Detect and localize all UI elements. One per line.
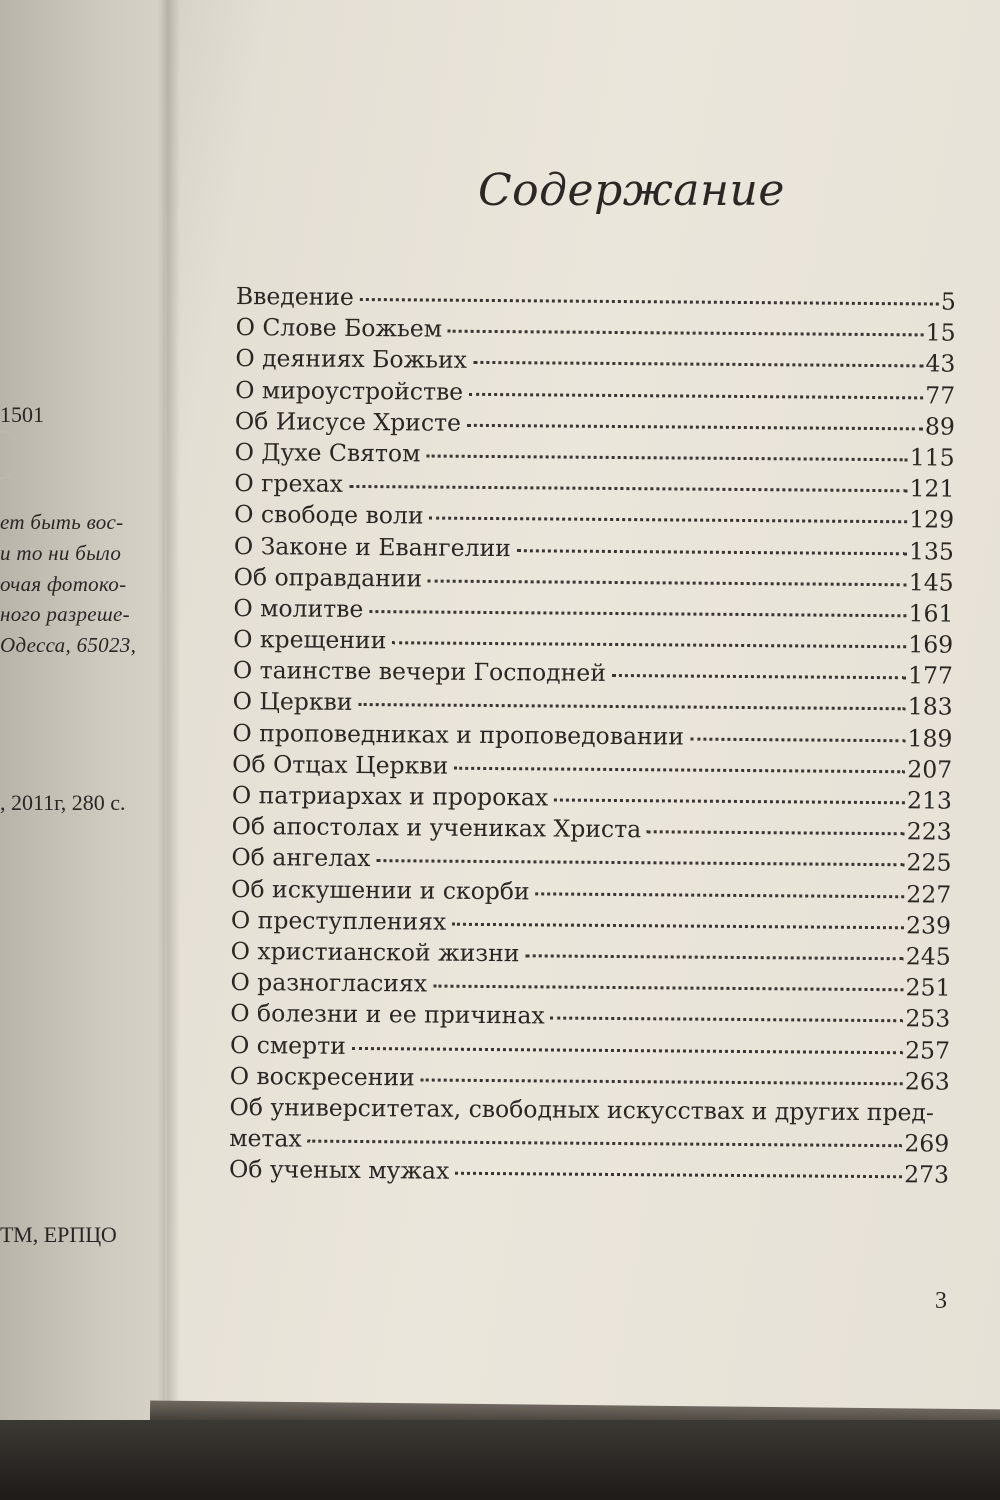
toc-entry-page: 135 bbox=[908, 536, 955, 566]
toc-entry-title: О Духе Святом bbox=[234, 437, 421, 468]
toc-entry-page: 5 bbox=[940, 287, 956, 316]
rights-line: ет быть вос- bbox=[0, 510, 124, 534]
toc-entry-title: О молитве bbox=[233, 593, 364, 623]
toc-entry-title: Об ученых мужах bbox=[228, 1155, 450, 1185]
toc-entry-page: 273 bbox=[904, 1160, 950, 1189]
book-gutter bbox=[158, 0, 180, 1420]
toc-leader-dots bbox=[690, 737, 906, 742]
left-page-code: 1501 bbox=[0, 402, 44, 427]
toc-leader-dots bbox=[525, 954, 903, 960]
publisher-fragment: ТМ, ЕРПЦО bbox=[0, 1222, 117, 1247]
toc-entry bbox=[229, 1155, 949, 1192]
toc-entry-page: 251 bbox=[905, 973, 951, 1002]
toc-title: Содержание bbox=[478, 165, 785, 216]
toc-entries bbox=[230, 282, 956, 1099]
toc-entry-page: 145 bbox=[908, 567, 954, 597]
toc-entry-page: 239 bbox=[906, 911, 952, 940]
toc-leader-dots bbox=[612, 674, 906, 679]
toc-leader-dots bbox=[551, 1017, 904, 1023]
toc-entry-title: О воскресении bbox=[229, 1061, 415, 1092]
toc-entry-title: О Законе и Евангелии bbox=[233, 531, 511, 562]
toc-entry-page: 257 bbox=[905, 1035, 951, 1065]
toc-leader-dots bbox=[392, 641, 906, 648]
toc-entry-title: О свободе воли bbox=[234, 500, 424, 530]
toc-leader-dots bbox=[369, 610, 906, 617]
toc-leader-dots bbox=[536, 892, 905, 898]
toc-entry-title: О смерти bbox=[229, 1030, 346, 1060]
toc-entry-page: 161 bbox=[908, 599, 954, 628]
toc-entry-title: О крещении bbox=[233, 625, 387, 655]
toc-entry-title: Об Отцах Церкви bbox=[232, 749, 449, 780]
toc-entry-page: 121 bbox=[909, 474, 955, 503]
left-page bbox=[0, 0, 172, 1420]
toc-entry-title: Введение bbox=[235, 282, 355, 311]
toc-leader-dots bbox=[421, 1078, 903, 1085]
toc-leader-dots bbox=[308, 1140, 903, 1148]
toc-leader-dots bbox=[426, 454, 907, 461]
toc-leader-dots bbox=[376, 859, 904, 866]
toc-entry-page: 43 bbox=[925, 349, 956, 379]
toc-entry-page: 253 bbox=[905, 1004, 951, 1033]
toc-entry-title: метах bbox=[229, 1124, 302, 1153]
toc-entry-title: О Церкви bbox=[232, 687, 353, 717]
toc-leader-dots bbox=[433, 985, 904, 992]
toc-entry-page: 183 bbox=[907, 692, 953, 722]
toc-leader-dots bbox=[455, 1172, 902, 1179]
toc-entry-title: О патриархах и пророках bbox=[231, 780, 549, 812]
toc-entry-title: О проповедниках и проповедовании bbox=[232, 718, 685, 751]
toc-entry-page: 223 bbox=[906, 817, 952, 846]
toc-entry-page: 177 bbox=[907, 661, 954, 690]
toc-entry-title: Об апостолах и учениках Христа bbox=[231, 812, 642, 844]
toc-entry-page: 245 bbox=[905, 942, 951, 971]
rights-line: ного разреше- bbox=[0, 602, 130, 626]
toc-leader-dots bbox=[428, 579, 907, 586]
toc-entry-page: 225 bbox=[906, 848, 952, 878]
page-number: 3 bbox=[935, 1288, 947, 1314]
toc-leader-dots bbox=[452, 922, 904, 929]
toc-entry-title: О мироустройстве bbox=[235, 375, 464, 406]
toc-entry-title: О разногласиях bbox=[230, 968, 428, 998]
toc-entry-title: О грехах bbox=[234, 469, 344, 498]
toc-entry-title: О христианской жизни bbox=[230, 936, 520, 968]
toc-entry-title: О деяниях Божьих bbox=[235, 344, 468, 375]
toc-entry-page: 77 bbox=[925, 380, 956, 410]
toc-leader-dots bbox=[352, 1046, 903, 1053]
toc-leader-dots bbox=[473, 361, 924, 368]
toc-leader-dots bbox=[467, 424, 923, 431]
toc-leader-dots bbox=[430, 517, 908, 524]
toc-entry-page: 115 bbox=[909, 443, 955, 472]
left-page-logo-fragment bbox=[0, 430, 17, 480]
toc-entry-title: Об ангелах bbox=[231, 843, 371, 873]
toc-leader-dots bbox=[469, 392, 923, 399]
toc-entry-page: 15 bbox=[925, 318, 956, 347]
toc-entry-page: 189 bbox=[907, 723, 953, 753]
toc-leader-dots bbox=[358, 703, 905, 710]
toc-leader-dots bbox=[349, 485, 908, 492]
toc-entry-page: 227 bbox=[906, 879, 952, 909]
toc-entry-title: Об искушении и скорби bbox=[231, 874, 530, 905]
rights-line: очая фотоко- bbox=[0, 572, 127, 596]
toc-entry-page: 89 bbox=[924, 412, 955, 441]
toc-entry-page: 213 bbox=[906, 786, 953, 815]
toc-entry-title: О болезни и ее причинах bbox=[230, 999, 545, 1030]
toc-entry-title: О Слове Божьем bbox=[235, 313, 443, 343]
toc-entry-title: Об оправдании bbox=[233, 562, 423, 593]
toc-entry-page: 207 bbox=[907, 755, 953, 784]
toc-leader-dots bbox=[554, 799, 905, 805]
toc-entry-title: О преступлениях bbox=[230, 905, 447, 936]
toc-leader-dots bbox=[647, 830, 905, 835]
toc-leader-dots bbox=[517, 549, 907, 555]
toc-entry-page: 269 bbox=[904, 1129, 950, 1158]
biblio-fragment: , 2011г, 280 с. bbox=[0, 790, 126, 815]
toc-leader-dots bbox=[454, 767, 905, 774]
toc-entry-page: 263 bbox=[904, 1066, 950, 1096]
toc-entry-page: 169 bbox=[908, 630, 954, 659]
toc-entry-title: Об университетах, свободных искусствах и других пред- bbox=[229, 1092, 934, 1127]
toc-leader-dots bbox=[448, 330, 924, 337]
rights-line: Одесса, 65023, bbox=[0, 633, 137, 657]
dark-surface bbox=[0, 1420, 1000, 1500]
toc-entry-title: О таинстве вечери Господней bbox=[232, 656, 607, 688]
toc-leader-dots bbox=[360, 298, 939, 306]
toc-entry-title: Об Иисусе Христе bbox=[234, 406, 462, 437]
toc-entry-page: 129 bbox=[909, 505, 955, 534]
rights-line: и то ни было bbox=[0, 541, 122, 565]
table-of-contents bbox=[229, 282, 956, 1192]
